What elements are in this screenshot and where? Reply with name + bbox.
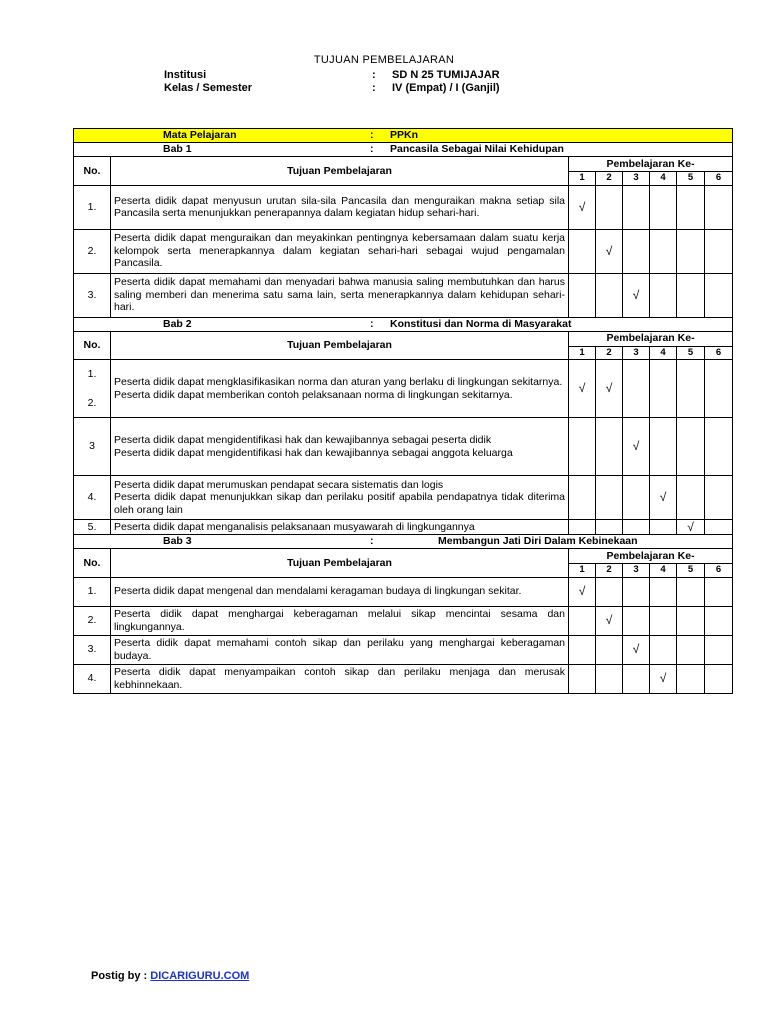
colon: : — [370, 535, 374, 548]
session-number: 6 — [705, 172, 733, 186]
table-row — [74, 476, 733, 520]
document-title: TUJUAN PEMBELAJARAN — [313, 54, 455, 66]
session-number: 2 — [596, 346, 623, 360]
colon: : — [372, 69, 376, 81]
objective-text: Peserta didik dapat menghargai keberagaman melalui sikap mencintai sesama dan lingkungannya. — [111, 606, 569, 635]
pembelajaran-header: Pembelajaran Ke- — [569, 549, 733, 564]
objective-text: Peserta didik dapat menyampaikan contoh sikap dan perilaku menjaga dan merusak kebhinnekaan. — [111, 664, 569, 693]
check-mark: √ — [596, 229, 623, 273]
objective-text-1: Peserta didik dapat mengidentifikasi hak dan kewajibannya sebagai peserta didik — [114, 434, 492, 446]
session-number: 3 — [623, 172, 650, 186]
chapter-label: Bab 1 — [163, 143, 192, 156]
table-row — [74, 185, 733, 229]
subject-label: Mata Pelajaran — [163, 129, 237, 142]
check-mark: √ — [596, 360, 623, 418]
chapter-bar — [74, 535, 733, 549]
column-header-row — [74, 549, 733, 564]
row-number: 3 — [74, 418, 111, 476]
footer-link[interactable]: DICARIGURU.COM — [150, 970, 250, 982]
colon: : — [370, 143, 374, 156]
check-mark: √ — [569, 577, 596, 606]
chapter-title: Membangun Jati Diri Dalam Kebinekaan — [438, 535, 638, 548]
institusi-value: SD N 25 TUMIJAJAR — [392, 69, 500, 81]
pembelajaran-header: Pembelajaran Ke- — [569, 157, 733, 172]
check-mark: √ — [650, 664, 677, 693]
session-number: 3 — [623, 346, 650, 360]
objective-text: Peserta didik dapat memahami dan menyadari bahwa manusia saling membutuhkan dan harus saling memberi dan menerima satu sama lain, serta menerapkannya dalam kehidupan sehari-hari. — [111, 273, 569, 317]
kelas-label: Kelas / Semester — [164, 82, 253, 94]
objective-text-2: Peserta didik dapat memberikan contoh pelaksanaan norma di lingkungan sekitarnya. — [114, 388, 513, 401]
row-number-2: 2. — [87, 396, 97, 409]
session-number: 5 — [677, 172, 705, 186]
header-row-kelas — [164, 82, 500, 94]
objective-text: Peserta didik dapat menganalisis pelaksanaan musyawarah di lingkungannya — [111, 520, 569, 535]
session-number: 1 — [569, 564, 596, 578]
footer — [91, 970, 249, 982]
no-header: No. — [74, 549, 111, 578]
objective-text-1: Peserta didik dapat merumuskan pendapat secara sistematis dan logis — [114, 478, 444, 491]
table-row — [74, 229, 733, 273]
footer-prefix: Postig by : — [91, 970, 148, 982]
row-number: 4. — [74, 664, 111, 693]
chapter-row-3 — [74, 535, 733, 549]
check-mark: √ — [623, 418, 650, 476]
check-mark: √ — [596, 606, 623, 635]
objective-text — [111, 476, 569, 520]
check-mark: √ — [650, 476, 677, 520]
colon: : — [370, 317, 374, 330]
no-header: No. — [74, 157, 111, 186]
objective-text: Peserta didik dapat menguraikan dan meyakinkan pentingnya kebersamaan dalam suatu kerja kelompok serta menerapkannya dalam kegiatan sehari-hari sebagai wujud pengamalan Pancasila. — [111, 229, 569, 273]
colon: : — [372, 82, 376, 94]
session-number: 3 — [623, 564, 650, 578]
session-number: 6 — [705, 346, 733, 360]
column-header-row — [74, 331, 733, 346]
objective-text: Peserta didik dapat mengenal dan mendalami keragaman budaya di lingkungan sekitar. — [111, 577, 569, 606]
tujuan-header: Tujuan Pembelajaran — [111, 331, 569, 360]
chapter-bar — [74, 317, 733, 331]
check-mark: √ — [569, 185, 596, 229]
institusi-label: Institusi — [164, 69, 207, 81]
row-number: 2. — [74, 229, 111, 273]
column-header-row — [74, 157, 733, 172]
table-row — [74, 635, 733, 664]
session-number: 1 — [569, 346, 596, 360]
objective-text: Peserta didik dapat memahami contoh sikap dan perilaku yang menghargai keberagaman budaya. — [111, 635, 569, 664]
objective-text-2: Peserta didik dapat menunjukkan sikap dan perilaku positif apabila pendapatnya tidak diterima oleh orang lain — [114, 491, 565, 516]
session-number: 4 — [650, 172, 677, 186]
chapter-bar — [74, 143, 733, 157]
check-mark: √ — [623, 273, 650, 317]
check-mark: √ — [623, 635, 650, 664]
learning-objectives-table — [73, 128, 733, 694]
chapter-title: Pancasila Sebagai Nilai Kehidupan — [390, 143, 564, 156]
row-number: 1. — [74, 577, 111, 606]
row-number: 5. — [74, 520, 111, 535]
table-row — [74, 418, 733, 476]
row-number: 4. — [74, 476, 111, 520]
session-number: 1 — [569, 172, 596, 186]
chapter-title: Konstitusi dan Norma di Masyarakat — [390, 317, 572, 330]
table-row — [74, 273, 733, 317]
row-number: 3. — [74, 635, 111, 664]
tujuan-header: Tujuan Pembelajaran — [111, 549, 569, 578]
session-number: 5 — [677, 346, 705, 360]
kelas-value: IV (Empat) / I (Ganjil) — [392, 82, 500, 94]
session-number: 6 — [705, 564, 733, 578]
row-number: 2. — [74, 606, 111, 635]
objective-text — [111, 360, 569, 418]
chapter-row-1 — [74, 143, 733, 157]
row-number: 1. — [74, 185, 111, 229]
row-number — [74, 360, 111, 418]
session-number: 4 — [650, 564, 677, 578]
chapter-label: Bab 3 — [163, 535, 192, 548]
table-row — [74, 360, 733, 418]
subject-bar — [74, 129, 733, 143]
chapter-row-2 — [74, 317, 733, 331]
chapter-label: Bab 2 — [163, 317, 192, 330]
table-row — [74, 664, 733, 693]
header-row-institusi — [164, 69, 500, 81]
table-row — [74, 577, 733, 606]
tujuan-header: Tujuan Pembelajaran — [111, 157, 569, 186]
pembelajaran-header: Pembelajaran Ke- — [569, 331, 733, 346]
objective-text-2: Peserta didik dapat mengidentifikasi hak dan kewajibannya sebagai anggota keluarga — [114, 446, 513, 459]
row-number: 3. — [74, 273, 111, 317]
objective-text-1: Peserta didik dapat mengklasifikasikan norma dan aturan yang berlaku di lingkungan sekitarnya. — [114, 376, 563, 388]
session-number: 2 — [596, 564, 623, 578]
row-number-1: 1. — [87, 368, 97, 380]
table-row — [74, 520, 733, 535]
subject-row — [74, 129, 733, 143]
session-number: 5 — [677, 564, 705, 578]
subject-value: PPKn — [390, 129, 419, 142]
colon: : — [370, 129, 374, 142]
session-number: 4 — [650, 346, 677, 360]
session-number: 2 — [596, 172, 623, 186]
check-mark: √ — [569, 360, 596, 418]
check-mark: √ — [677, 520, 705, 535]
objective-text — [111, 418, 569, 476]
table-row — [74, 606, 733, 635]
no-header: No. — [74, 331, 111, 360]
objective-text: Peserta didik dapat menyusun urutan sila-sila Pancasila dan menguraikan makna setiap sila Pancasila serta menunjukkan penerapannya dalam kegiatan hidup sehari-hari. — [111, 185, 569, 229]
